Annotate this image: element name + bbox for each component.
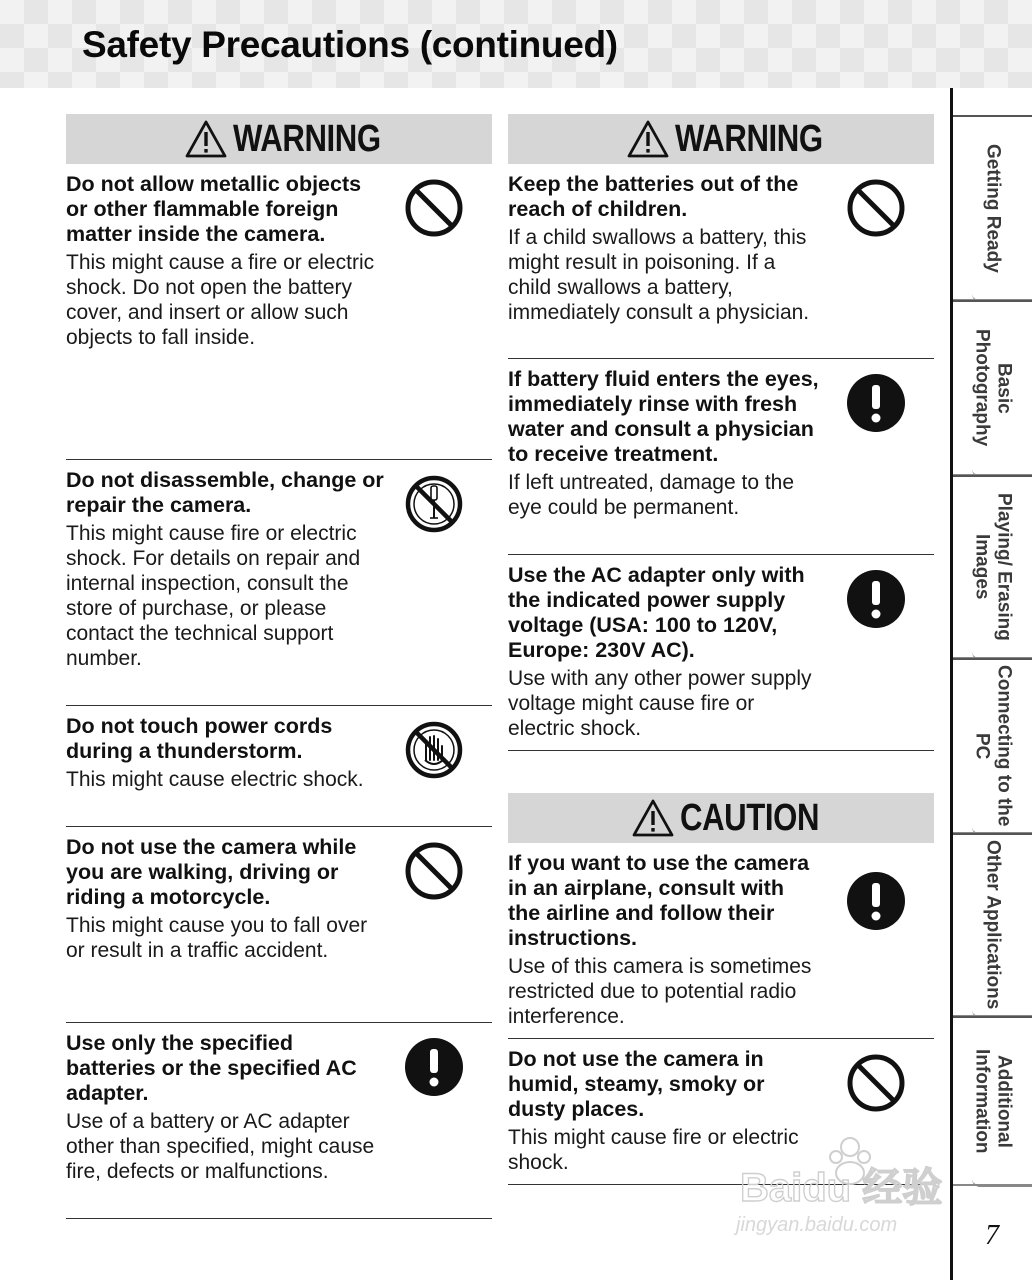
- safety-item-heading: If battery fluid enters the eyes, immediately rinse with fresh water and consult a physician to receive treatment.: [508, 367, 819, 466]
- mandatory-action-icon: [846, 373, 906, 433]
- safety-item: [508, 164, 934, 359]
- prohibited-icon: [846, 178, 906, 238]
- safety-item: [66, 706, 492, 827]
- safety-item-heading: Do not use the camera while you are walking, driving or riding a motorcycle.: [66, 835, 357, 909]
- safety-item: [66, 460, 492, 706]
- safety-item-heading: Do not touch power cords during a thunderstorm.: [66, 714, 333, 763]
- safety-item-body: This might cause fire or electric shock. For details on repair and internal inspection, consult the store of purchase, or please contact the technical support number.: [66, 522, 361, 670]
- safety-item-heading: Do not use the camera in humid, steamy, smoky or dusty places.: [508, 1047, 765, 1121]
- tab-basic-photography[interactable]: [953, 300, 1032, 476]
- mandatory-action-icon: [846, 569, 906, 629]
- right-column: [508, 114, 934, 1185]
- section-gap: [508, 751, 934, 793]
- tab-other-applications[interactable]: [953, 833, 1032, 1017]
- tab-getting-ready[interactable]: [953, 115, 1032, 301]
- tab-label: Basic Photography: [971, 329, 1015, 447]
- warning-triangle-icon: [185, 120, 227, 158]
- safety-item-body: This might cause you to fall over or result in a traffic accident.: [66, 914, 368, 962]
- page-number: 7: [985, 1220, 999, 1251]
- tab-label: Other Applications: [982, 840, 1004, 1010]
- tab-label: Connecting to the PC: [971, 665, 1015, 827]
- safety-item-heading: Use only the specified batteries or the specified AC adapter.: [66, 1031, 357, 1105]
- tab-connecting-to-pc[interactable]: [953, 658, 1032, 834]
- caution-banner: [508, 793, 934, 843]
- warning-banner-left: [66, 114, 492, 164]
- prohibited-icon: [404, 841, 464, 901]
- left-column: [66, 114, 492, 1219]
- safety-item: [66, 1023, 492, 1219]
- safety-item-heading: Keep the batteries out of the reach of children.: [508, 172, 799, 221]
- mandatory-action-icon: [404, 1037, 464, 1097]
- safety-item: [508, 555, 934, 751]
- warning-triangle-icon: [627, 120, 669, 158]
- prohibited-icon: [404, 178, 464, 238]
- safety-item: [508, 1039, 934, 1185]
- safety-item-body: Use with any other power supply voltage might cause fire or electric shock.: [508, 667, 812, 740]
- safety-item-heading: If you want to use the camera in an airplane, consult with the airline and follow their instructions.: [508, 851, 810, 950]
- safety-item-body: If left untreated, damage to the eye could be permanent.: [508, 471, 795, 519]
- mandatory-action-icon: [846, 871, 906, 931]
- warning-triangle-icon: [632, 799, 674, 837]
- header-band: [0, 0, 1032, 88]
- safety-item-heading: Do not disassemble, change or repair the camera.: [66, 468, 384, 517]
- safety-item-body: This might cause fire or electric shock.: [508, 1126, 799, 1174]
- safety-item-heading: Use the AC adapter only with the indicated power supply voltage (USA: 100 to 120V, Europe: 230V AC).: [508, 563, 805, 662]
- warning-banner-label: WARNING: [232, 117, 381, 160]
- watermark-url: jingyan.baidu.com: [736, 1214, 898, 1236]
- warning-banner-label: WARNING: [674, 117, 823, 160]
- do-not-touch-icon: [404, 720, 464, 780]
- tab-additional-information[interactable]: [953, 1016, 1032, 1186]
- tab-label: Additional Information: [971, 1048, 1015, 1154]
- page-title: Safety Precautions (continued): [82, 24, 618, 65]
- warning-banner-right: [508, 114, 934, 164]
- safety-item-body: Use of a battery or AC adapter other than specified, might cause fire, defects or malfunctions.: [66, 1110, 375, 1183]
- no-disassembly-icon: [404, 474, 464, 534]
- safety-item-body: This might cause electric shock.: [66, 768, 364, 791]
- safety-item-body: Use of this camera is sometimes restricted due to potential radio interference.: [508, 955, 812, 1028]
- caution-banner-label: CAUTION: [680, 796, 820, 839]
- tab-label: Playing/ Erasing Images: [971, 493, 1015, 641]
- tab-label: Getting Ready: [982, 143, 1004, 273]
- safety-item: [66, 827, 492, 1023]
- safety-item-heading: Do not allow metallic objects or other flammable foreign matter inside the camera.: [66, 172, 362, 246]
- tab-playing-erasing-images[interactable]: [953, 475, 1032, 659]
- safety-item: [508, 359, 934, 555]
- watermark-brand: Baidu 经验: [740, 1166, 943, 1210]
- safety-item: [66, 164, 492, 460]
- safety-item-body: This might cause a fire or electric shock. Do not open the battery cover, and insert or allow such objects to fall inside.: [66, 251, 375, 349]
- safety-item-body: If a child swallows a battery, this might result in poisoning. If a child swallows a battery, immediately consult a physician.: [508, 226, 810, 324]
- prohibited-icon: [846, 1053, 906, 1113]
- safety-item: [508, 843, 934, 1039]
